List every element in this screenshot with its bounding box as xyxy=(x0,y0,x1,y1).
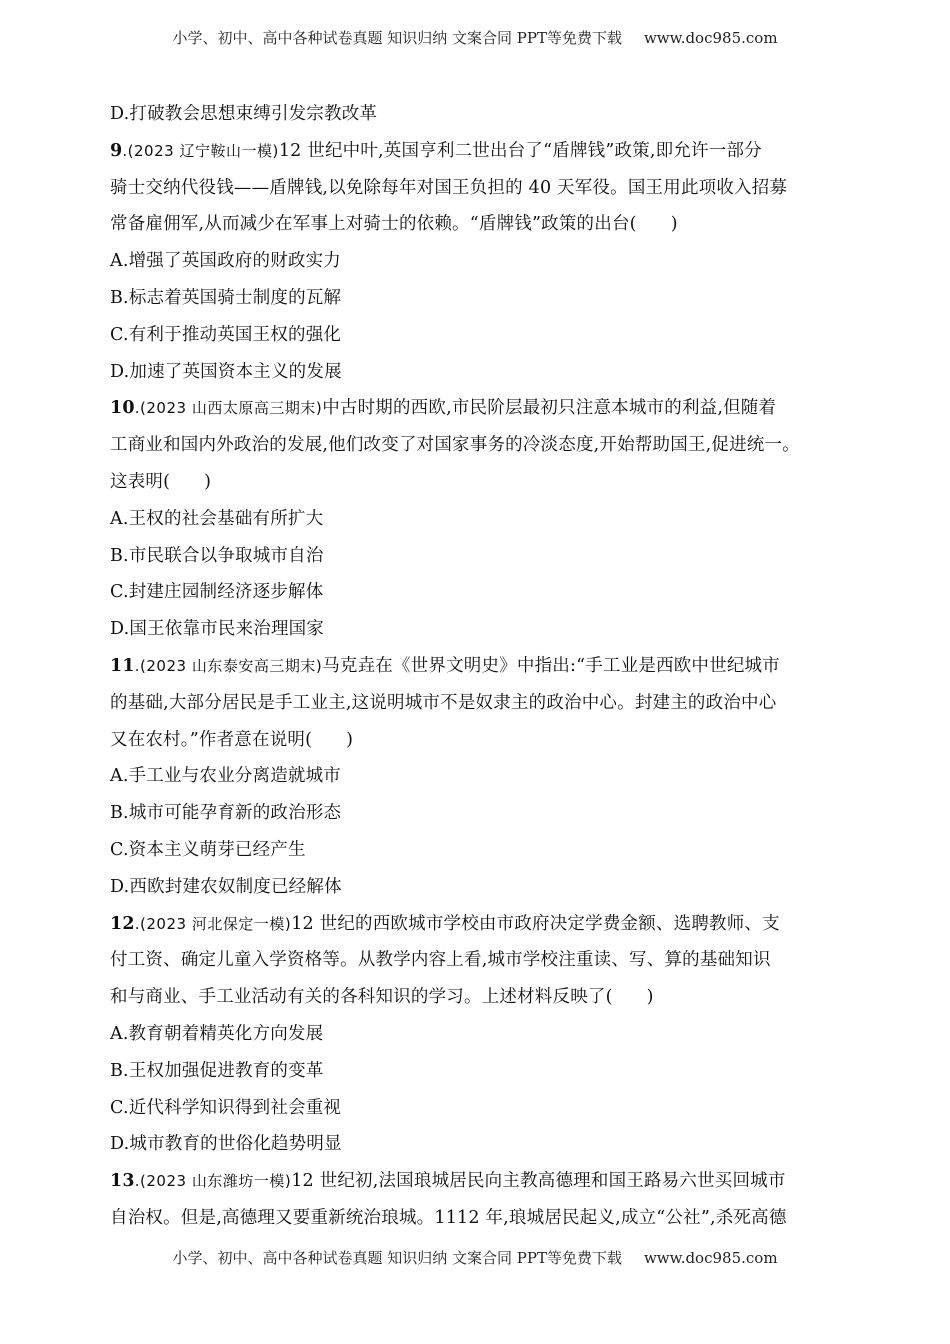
q12-paren-close: ) xyxy=(646,987,654,1008)
q13-source: .(2023 山东潍坊一模) xyxy=(134,1172,292,1191)
q11-option-c: C.资本主义萌芽已经产生 xyxy=(110,839,306,860)
header-url[interactable]: www.doc985.com xyxy=(643,29,778,47)
q9-paren-close: ) xyxy=(670,214,678,235)
q10-option-c: C.封建庄园制经济逐步解体 xyxy=(110,582,324,603)
footer-url[interactable]: www.doc985.com xyxy=(643,1249,778,1267)
q9-number: 9 xyxy=(110,140,123,161)
q12-text-1: 12 世纪的西欧城市学校由市政府决定学费金额、选聘教师、支 xyxy=(291,913,780,934)
q10-source: .(2023 山西太原高三期末) xyxy=(134,399,323,418)
q9-text-3: 常备雇佣军,从而减少在军事上对骑士的依赖。“盾牌钱”政策的出台( xyxy=(110,214,637,235)
q11-text-1: 马克垚在《世界文明史》中指出:“手工业是西欧中世纪城市 xyxy=(322,655,780,676)
q9-option-d: D.加速了英国资本主义的发展 xyxy=(110,361,342,382)
q13-line-1 xyxy=(110,1163,858,1200)
q9-line-1 xyxy=(110,133,858,170)
question-content xyxy=(110,96,858,1237)
q11-line-3 xyxy=(110,722,858,759)
prev-option-d: D.打破教会思想束缚引发宗教改革 xyxy=(110,104,378,124)
q9-option-a: A.增强了英国政府的财政实力 xyxy=(110,251,341,272)
page-footer xyxy=(0,1248,950,1268)
q11-option-a: A.手工业与农业分离造就城市 xyxy=(110,766,341,787)
q11-line-1 xyxy=(110,648,858,685)
q12-option-d: D.城市教育的世俗化趋势明显 xyxy=(110,1134,342,1155)
q10-text-3: 这表明( xyxy=(110,471,171,492)
q11-paren-close: ) xyxy=(346,729,354,750)
q9-option-b: B.标志着英国骑士制度的瓦解 xyxy=(110,287,342,308)
q10-option-d: D.国王依靠市民来治理国家 xyxy=(110,619,325,640)
footer-text: 小学、初中、高中各种试卷真题 知识归纳 文案合同 PPT等免费下载 xyxy=(172,1249,622,1267)
q10-line-2: 工商业和国内外政治的发展,他们改变了对国家事务的冷淡态度,开始帮助国王,促进统一。 xyxy=(110,435,800,456)
q10-line-1 xyxy=(110,390,858,427)
q9-line-3 xyxy=(110,206,858,243)
q12-number: 12 xyxy=(110,913,135,934)
q11-line-2: 的基础,大部分居民是手工业主,这说明城市不是奴隶主的政治中心。封建主的政治中心 xyxy=(110,692,777,713)
q11-number: 11 xyxy=(110,655,135,676)
q9-line-2: 骑士交纳代役钱——盾牌钱,以免除每年对国王负担的 40 天军役。国王用此项收入招募 xyxy=(110,177,788,198)
q13-line-2: 自治权。但是,高德理又要重新统治琅城。1112 年,琅城居民起义,成立“公社”,杀死高德 xyxy=(110,1207,787,1228)
q13-text-1: 12 世纪初,法国琅城居民向主教高德理和国王路易六世买回城市 xyxy=(291,1171,786,1192)
page-header xyxy=(0,28,950,48)
q9-option-c: C.有利于推动英国王权的强化 xyxy=(110,324,342,345)
q9-source: .(2023 辽宁鞍山一模) xyxy=(122,141,279,160)
q12-option-c: C.近代科学知识得到社会重视 xyxy=(110,1097,342,1118)
q10-text-1: 中古时期的西欧,市民阶层最初只注意本城市的利益,但随着 xyxy=(322,398,777,419)
q11-source: .(2023 山东泰安高三期末) xyxy=(134,656,323,675)
q10-paren-close: ) xyxy=(204,471,212,492)
header-text: 小学、初中、高中各种试卷真题 知识归纳 文案合同 PPT等免费下载 xyxy=(172,29,622,47)
q12-line-1 xyxy=(110,906,858,943)
q12-text-3: 和与商业、手工业活动有关的各科知识的学习。上述材料反映了( xyxy=(110,987,613,1008)
q11-option-b: B.城市可能孕育新的政治形态 xyxy=(110,803,342,824)
q12-source: .(2023 河北保定一模) xyxy=(134,914,292,933)
q12-option-b: B.王权加强促进教育的变革 xyxy=(110,1060,324,1081)
q12-option-a: A.教育朝着精英化方向发展 xyxy=(110,1023,324,1044)
q13-number: 13 xyxy=(110,1171,135,1192)
q10-number: 10 xyxy=(110,398,135,419)
q11-text-3: 又在农村。”作者意在说明( xyxy=(110,729,313,750)
q12-line-3 xyxy=(110,979,858,1016)
q12-line-2: 付工资、确定儿童入学资格等。从教学内容上看,城市学校注重读、写、算的基础知识 xyxy=(110,950,771,971)
q11-option-d: D.西欧封建农奴制度已经解体 xyxy=(110,876,342,897)
q9-text-1: 12 世纪中叶,英国亨利二世出台了“盾牌钱”政策,即允许一部分 xyxy=(278,140,762,161)
q10-line-3 xyxy=(110,464,858,501)
q10-option-a: A.王权的社会基础有所扩大 xyxy=(110,508,324,529)
q10-option-b: B.市民联合以争取城市自治 xyxy=(110,545,324,566)
